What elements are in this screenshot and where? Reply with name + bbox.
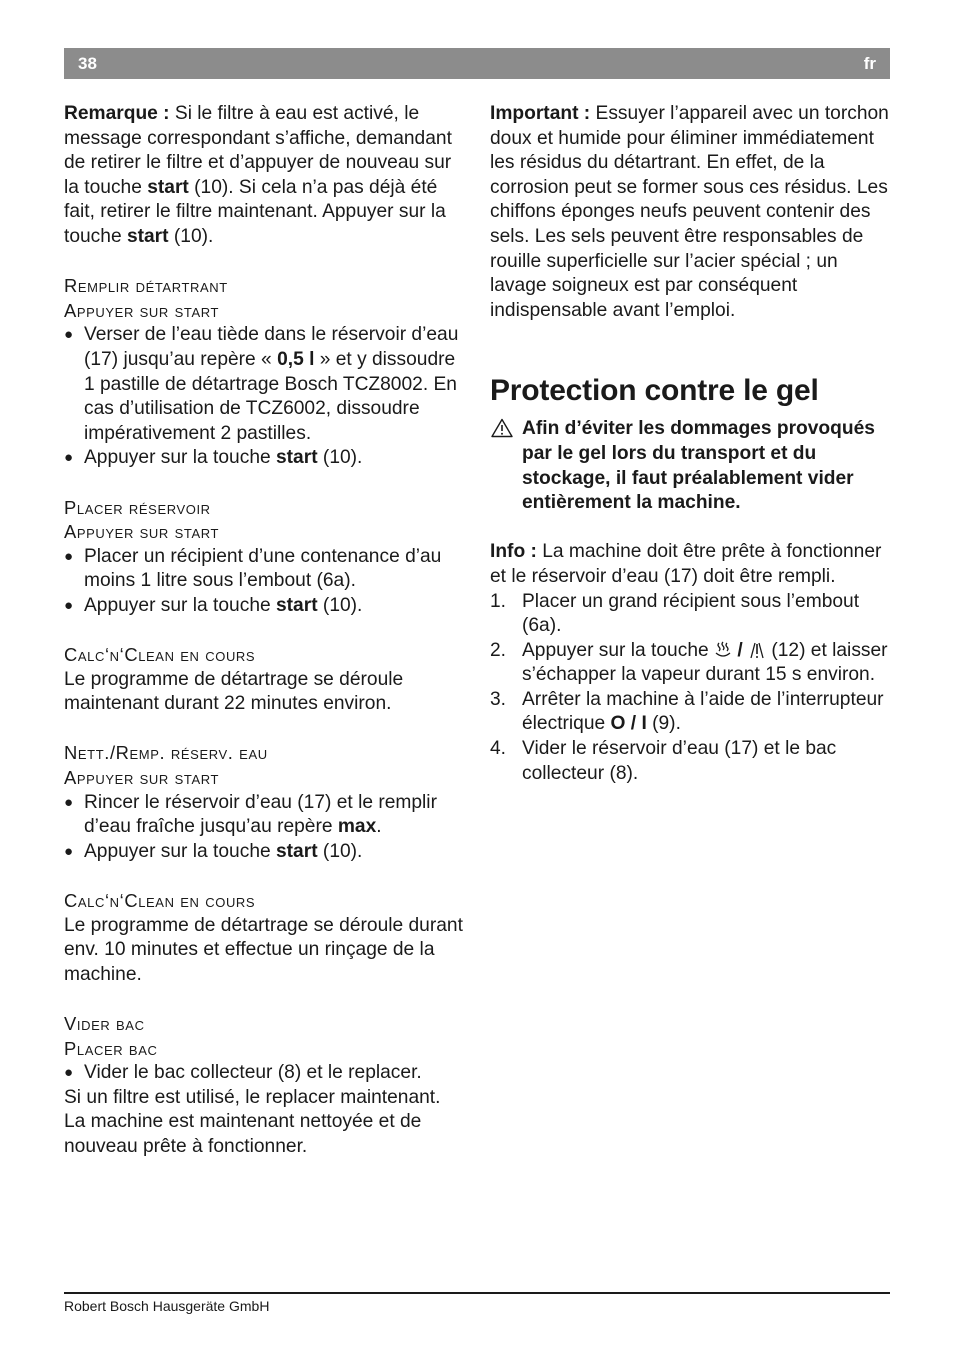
display-message: Appuyer sur start [64,767,220,789]
section-placer-reservoir [64,496,466,619]
list-item: ● Vider le bac collecteur (8) et le replacer. [64,1061,466,1086]
section-vider-bac [64,1012,466,1160]
display-message: Calc‘n‘Clean en cours [64,890,256,911]
item-text: Appuyer sur la touche [84,840,276,862]
step-text: Vider le réservoir d’eau (17) et le bac collecteur (8). [522,738,837,784]
start-keyword: start [276,840,318,862]
step-number: 2. [490,639,507,661]
step-number: 1. [490,590,507,612]
body-text: Le programme de détartrage se déroule maintenant durant 22 minutes environ. [64,668,404,715]
section-calc-clean-1 [64,643,466,717]
item-text: (10). [317,447,363,469]
list-item [64,323,466,446]
step-number: 4. [490,738,507,760]
step-text: Placer un grand récipient sous l’embout (6a). [522,590,860,637]
list-item [64,791,466,840]
remarque-text-2: (10). Si cela n’a pas déjà été fait, retirer le filtre maintenant. Appuyer sur la touche [64,176,446,247]
item-text: (10). [317,594,363,616]
remarque-text-3: (10). [168,225,214,247]
warning-triangle-icon [491,418,513,438]
display-message: Calc‘n‘Clean en cours [64,644,256,666]
section-nett-remp [64,741,466,864]
page-number: 38 [78,54,97,73]
step-item [490,639,892,688]
important-text: Essuyer l’appareil avec un torchon doux et humide pour éliminer immédiatement les résidus du détartrant. En effet, de la corrosion peut se former sous ces résidus. Les chiffons éponges neufs peuvent contenir des sels. Les sels peuvent être responsables de rouille superficielle sur l’acier spécial ; un lavage soigneux est par conséquent indispensable avant l’emploi. [490,103,889,321]
remarque-paragraph [64,102,466,250]
list-item: ● Placer un récipient d’une contenance d’au moins 1 litre sous l’embout (6a). [64,545,466,594]
fill-mark: 0,5 l [271,348,320,370]
important-label: Important : [490,103,591,124]
left-column [64,102,466,1160]
step-item [490,590,892,639]
start-keyword: start [276,447,318,469]
display-message: Appuyer sur start [64,299,220,321]
section-remplir-detartrant [64,274,466,471]
step-text: Arrêter la machine à l’aide de l’interrupteur électrique [522,688,884,735]
step-text: Appuyer sur la touche [522,639,714,661]
page-header-bar [64,48,890,79]
display-message: Nett./Remp. réserv. eau [64,742,268,764]
start-keyword: start [147,176,189,198]
power-switch-label: O / I [610,713,647,735]
info-paragraph [490,540,892,589]
info-label: Info : [490,541,537,563]
body-text: Si un filtre est utilisé, le replacer maintenant. La machine est maintenant nettoyée et de nouveau prête à fonctionner. [64,1086,441,1157]
display-message: Appuyer sur start [64,521,220,543]
step-number: 3. [490,688,507,710]
start-keyword: start [276,594,318,616]
footer-company: Robert Bosch Hausgeräte GmbH [64,1298,270,1314]
language-code: fr [863,54,876,73]
step-item [490,688,892,737]
item-text: Appuyer sur la touche [84,594,276,616]
right-column [490,102,892,786]
item-text: Verser de l’eau tiède dans le réservoir d’eau (17) jusqu’au repère « [84,324,459,370]
display-message: Placer réservoir [64,496,211,518]
remarque-label: Remarque : [64,103,170,124]
item-text: . [376,816,382,838]
important-paragraph [490,102,892,323]
hot-water-icon [748,640,766,660]
list-item [64,594,466,619]
list-item [64,446,466,471]
max-keyword: max [337,816,377,838]
warning-text: Afin d’éviter les dommages provoqués par le gel lors du transport et du stockage, il faut préalablement vider entièrement la machine. [522,418,875,514]
list-item [64,840,466,865]
info-text: La machine doit être prête à fonctionner et le réservoir d’eau (17) doit être rempli. [490,541,882,587]
display-message: Remplir détartrant [64,275,228,297]
display-message: Vider bac [64,1012,145,1034]
start-keyword: start [126,225,169,247]
item-text: Rincer le réservoir d’eau (17) et le remplir d’eau fraîche jusqu’au repère [84,791,437,838]
body-text: Le programme de détartrage se déroule durant env. 10 minutes et effectue un rinçage de la machine. [64,914,463,985]
item-text: Appuyer sur la touche [84,447,276,469]
step-item [490,737,892,786]
slash-separator: / [732,639,748,661]
step-text: (12) et laisser s’échapper la vapeur durant 15 s environ. [522,639,888,686]
item-text: » et y dissoudre 1 pastille de détartrage Bosch TCZ8002. En cas d’utilisation de TCZ6002, dissoudre impérativement 2 pastilles. [84,348,457,444]
item-text: (10). [317,840,363,862]
warning-paragraph [490,417,892,515]
footer-divider [64,1292,890,1294]
step-text: (9). [646,713,681,735]
remarque-text-1: Si le filtre à eau est activé, le message correspondant s’affiche, demandant de retirer le filtre et d’appuyer de nouveau sur la touche [64,103,452,198]
section-heading: Protection contre le gel [490,374,819,408]
section-calc-clean-2 [64,889,466,987]
steam-icon [714,640,732,660]
steps-list [490,590,892,787]
display-message: Placer bac [64,1037,158,1059]
